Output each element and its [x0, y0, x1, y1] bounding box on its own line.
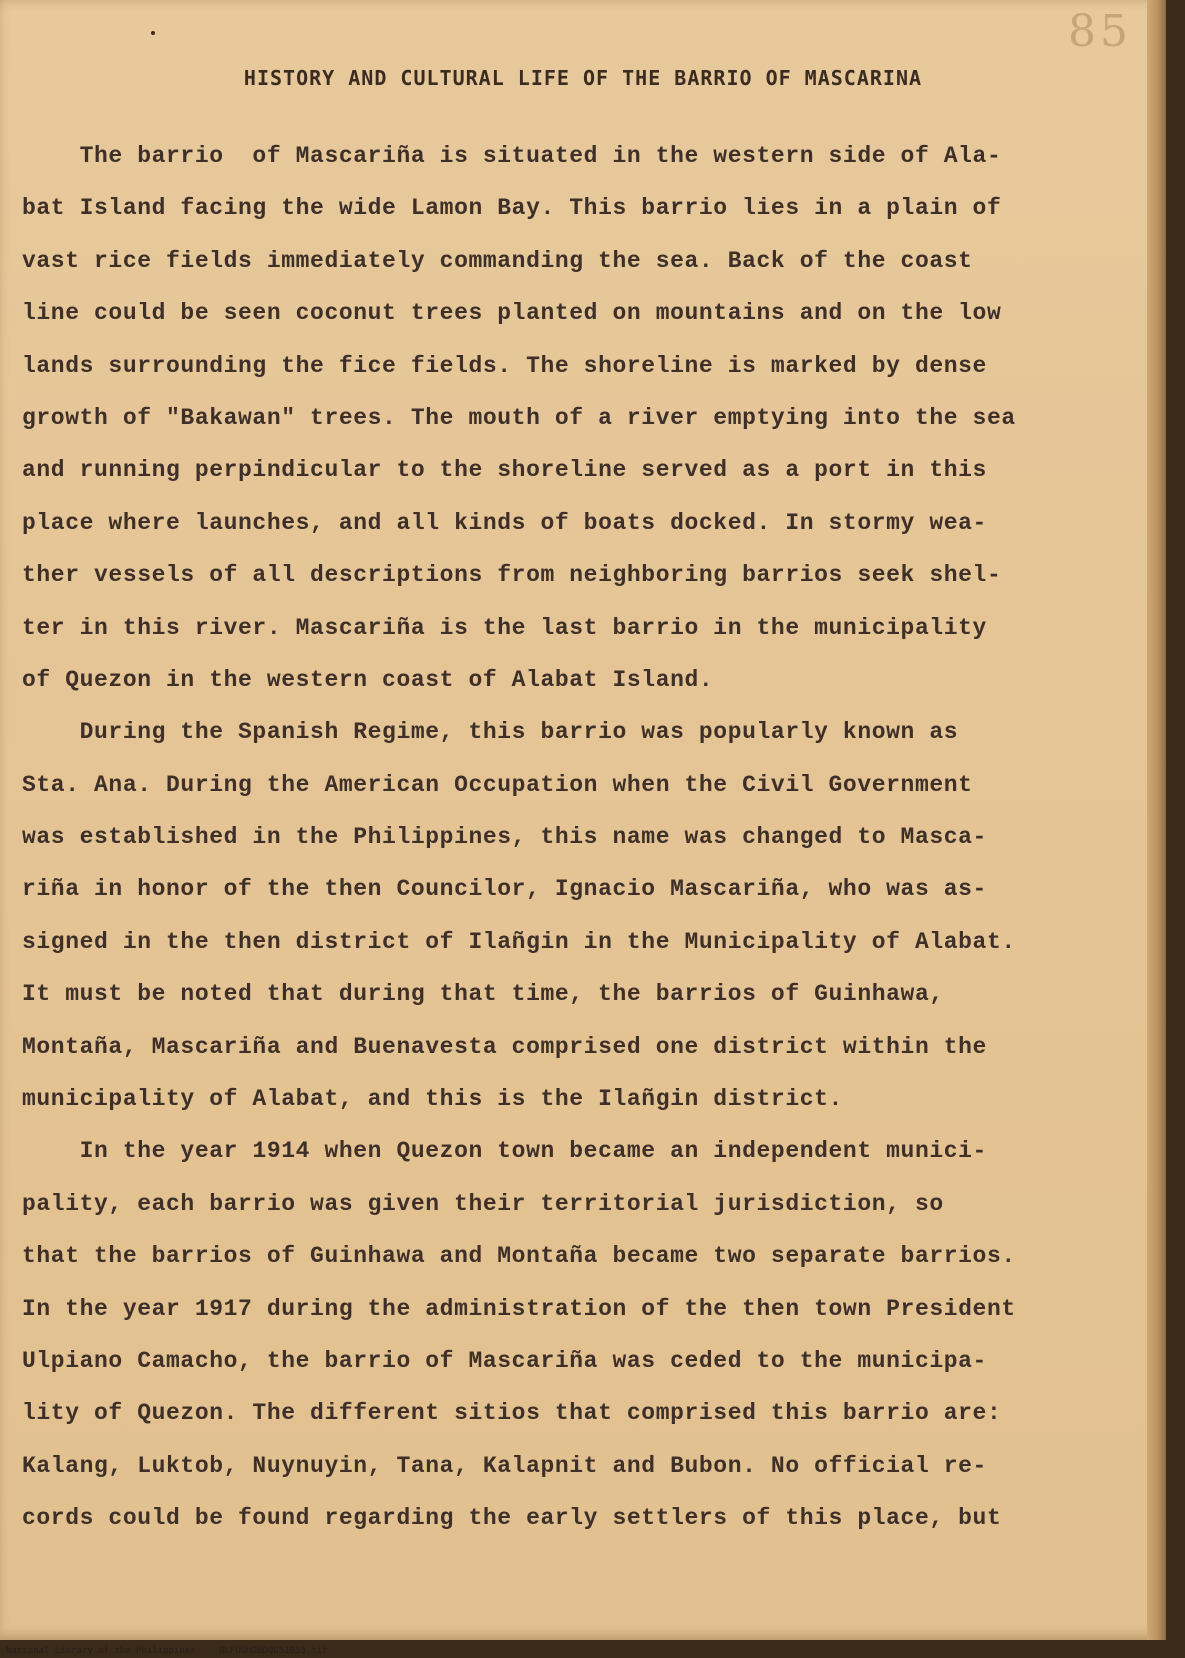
text-line: The barrio of Mascariña is situated in the western side of Ala-: [22, 143, 1002, 169]
text-line: Sta. Ana. During the American Occupation when the Civil Government: [22, 771, 973, 798]
text-line: signed in the then district of Ilañgin in the Municipality of Alabat.: [22, 928, 1016, 955]
text-line: that the barrios of Guinhawa and Montaña became two separate barrios.: [22, 1243, 1016, 1270]
library-credit: National Library of the Philippines: [6, 1646, 196, 1656]
text-line: was established in the Philippines, this name was changed to Masca-: [22, 824, 987, 851]
text-line: Montaña, Mascariña and Buenavesta comprised one district within the: [22, 1033, 987, 1060]
text-line: It must be noted that during that time, the barrios of Guinhawa,: [22, 981, 944, 1008]
text-line: pality, each barrio was given their territorial jurisdiction, so: [22, 1190, 944, 1217]
file-id: NLPOOHDBDQU51055.tif: [219, 1646, 328, 1656]
scan-footer: [0, 1646, 1172, 1656]
text-line: lity of Quezon. The different sitios that comprised this barrio are:: [22, 1400, 1002, 1427]
text-line: lands surrounding the fice fields. The shoreline is marked by dense: [22, 352, 987, 379]
page-number: 85: [1068, 6, 1132, 57]
text-line: Kalang, Luktob, Nuynuyin, Tana, Kalapnit and Bubon. No official re-: [22, 1452, 987, 1479]
page-title: HISTORY AND CULTURAL LIFE OF THE BARRIO OF MASCARINA: [243, 66, 923, 90]
text-line: ter in this river. Mascariña is the last barrio in the municipality: [22, 614, 987, 641]
text-line: riña in honor of the then Councilor, Ignacio Mascariña, who was as-: [22, 876, 987, 903]
text-line: In the year 1917 during the administration of the then town President: [22, 1295, 1016, 1322]
text-line: cords could be found regarding the early settlers of this place, but: [22, 1505, 1002, 1532]
page-edge: [1147, 0, 1166, 1640]
text-line: ther vessels of all descriptions from neighboring barrios seek shel-: [22, 562, 1002, 589]
text-line: of Quezon in the western coast of Alabat Island.: [22, 666, 714, 693]
text-line: Ulpiano Camacho, the barrio of Mascariña was ceded to the municipa-: [22, 1347, 987, 1374]
text-line: municipality of Alabat, and this is the Ilañgin district.: [22, 1086, 843, 1113]
text-line: In the year 1914 when Quezon town became an independent munici-: [22, 1138, 987, 1165]
text-line: growth of "Bakawan" trees. The mouth of a river emptying into the sea: [22, 404, 1016, 431]
text-line: place where launches, and all kinds of boats docked. In stormy wea-: [22, 509, 987, 536]
text-line: vast rice fields immediately commanding the sea. Back of the coast: [22, 247, 973, 274]
text-line: and running perpindicular to the shoreline served as a port in this: [22, 457, 987, 484]
text-line: line could be seen coconut trees planted on mountains and on the low: [22, 300, 1002, 327]
text-line: During the Spanish Regime, this barrio was popularly known as: [22, 719, 959, 746]
ink-dot: [151, 31, 155, 35]
body-text: [22, 130, 1102, 1545]
text-line: bat Island facing the wide Lamon Bay. This barrio lies in a plain of: [22, 195, 1002, 222]
